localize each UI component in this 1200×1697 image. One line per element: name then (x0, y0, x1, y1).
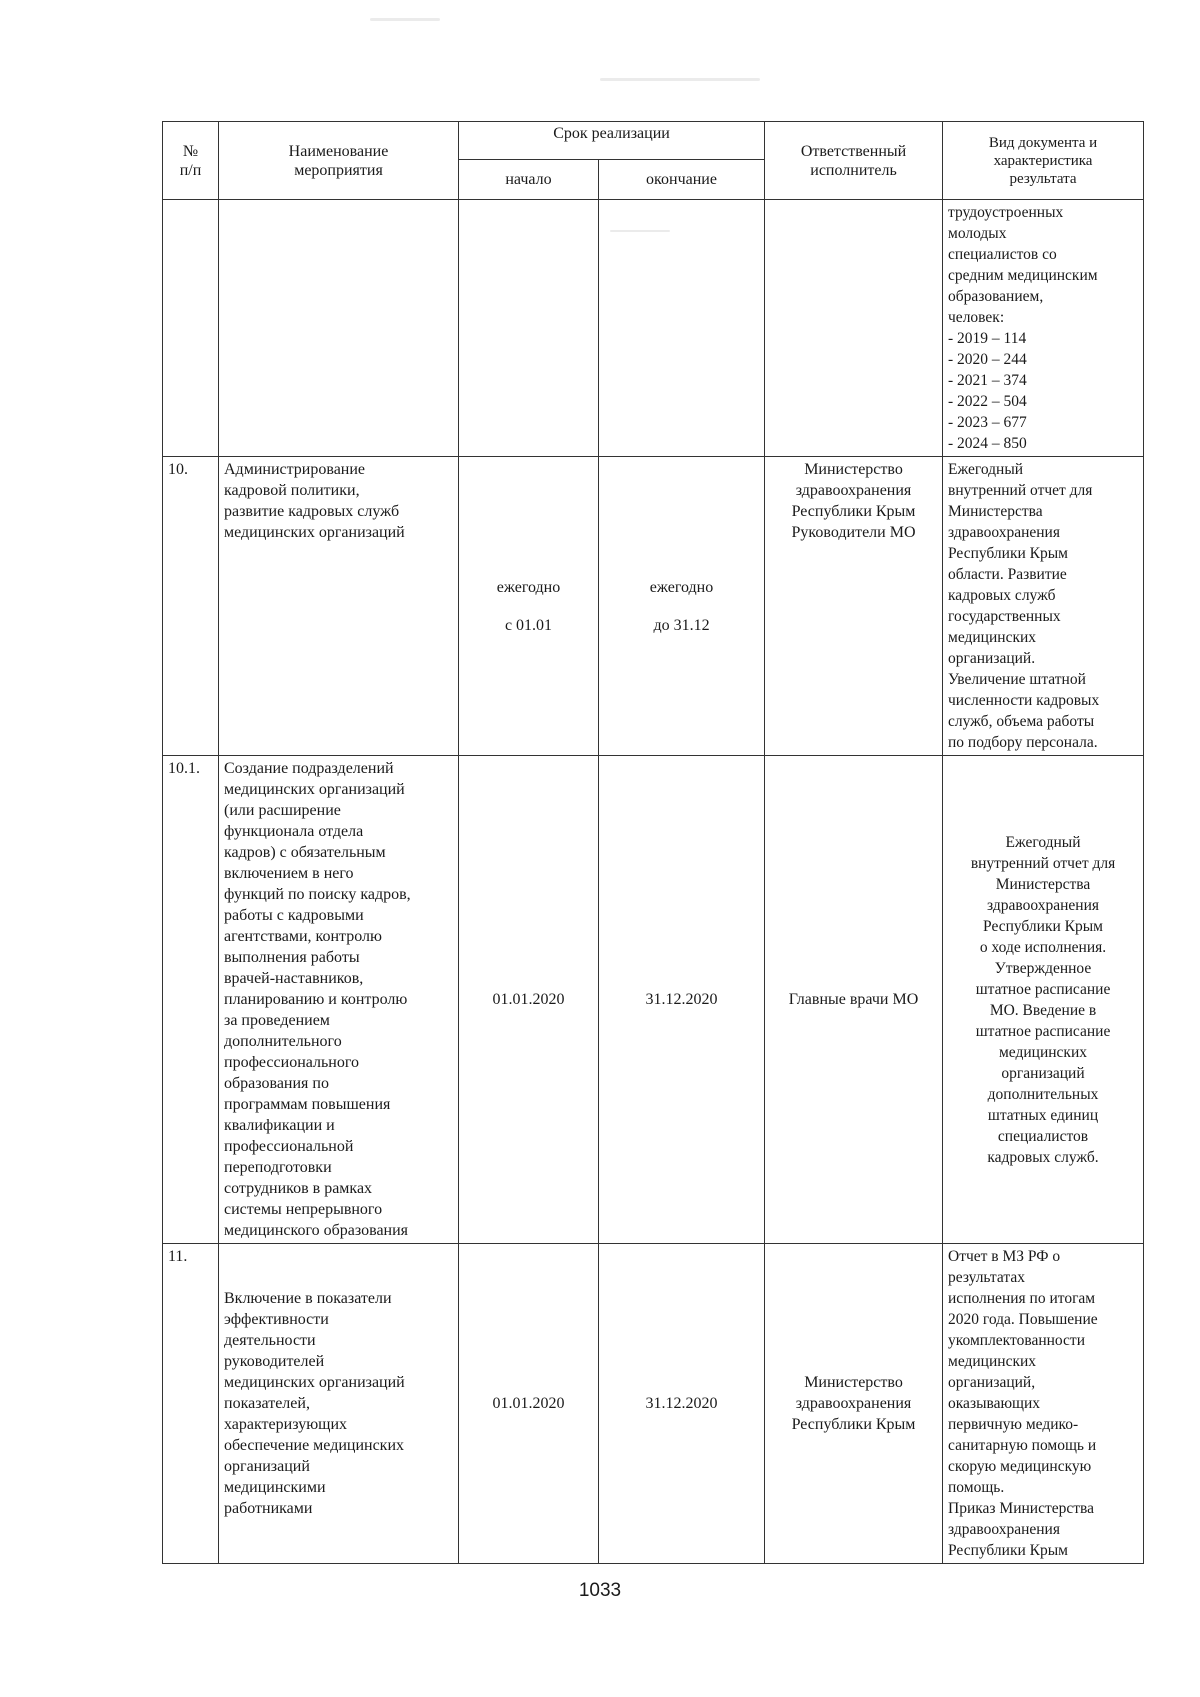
row-responsible: Министерство здравоохранения Республики Крым (765, 1244, 943, 1564)
header-result: Вид документа и характеристика результата (943, 122, 1144, 200)
row-end: 31.12.2020 (599, 756, 765, 1244)
row-num: 11. (163, 1244, 219, 1564)
header-start: начало (459, 160, 599, 200)
row-num (163, 200, 219, 457)
table-row (163, 1244, 1144, 1564)
row-num: 10.1. (163, 756, 219, 1244)
header-name: Наименование мероприятия (219, 122, 459, 200)
row-name: Включение в показатели эффективности деятельности руководителей медицинских организаций показателей, характеризующих обеспечение медицинских организаций медицинскими работниками (219, 1244, 459, 1564)
row-num: 10. (163, 457, 219, 756)
row-responsible: Главные врачи МО (765, 756, 943, 1244)
header-row (163, 122, 1144, 160)
row-responsible: Министерство здравоохранения Республики Крым Руководители МО (765, 457, 943, 756)
table-row (163, 457, 1144, 756)
scan-artifact (370, 18, 440, 21)
header-responsible: Ответственный исполнитель (765, 122, 943, 200)
header-end: окончание (599, 160, 765, 200)
page-number: 1033 (578, 1580, 622, 1601)
row-name: Администрирование кадровой политики, развитие кадровых служб медицинских организаций (219, 457, 459, 756)
row-result: Ежегодный внутренний отчет для Министерства здравоохранения Республики Крым области. Развитие кадровых служб государственных медицинских организаций. Увеличение штатной численности кадровых служб, объема работы по подбору персонала. (943, 457, 1144, 756)
header-num: № п/п (163, 122, 219, 200)
row-result: трудоустроенных молодых специалистов со средним медицинским образованием, человек: - 2019 – 114 - 2020 – 244 - 2021 – 374 - 2022 – 504 - 2023 – 677 - 2024 – 850 (943, 200, 1144, 457)
row-start: ежегодно с 01.01 (459, 457, 599, 756)
table-row (163, 756, 1144, 1244)
row-responsible (765, 200, 943, 457)
header-period: Срок реализации (459, 122, 765, 160)
row-end (599, 200, 765, 457)
row-end: ежегодно до 31.12 (599, 457, 765, 756)
row-start (459, 200, 599, 457)
row-name: Создание подразделений медицинских организаций (или расширение функционала отдела кадров) с обязательным включением в него функций по поиску кадров, работы с кадровыми агентствами, контролю выполнения работы врачей-наставников, планированию и контролю за проведением дополнительного профессионального образования по программам повышения квалификации и профессиональной переподготовки сотрудников в рамках системы непрерывного медицинского образования (219, 756, 459, 1244)
row-name (219, 200, 459, 457)
row-end: 31.12.2020 (599, 1244, 765, 1564)
activities-table (162, 121, 1144, 1564)
table-row (163, 200, 1144, 457)
row-start: 01.01.2020 (459, 756, 599, 1244)
scan-artifact (600, 78, 760, 81)
row-start: 01.01.2020 (459, 1244, 599, 1564)
row-result: Ежегодный внутренний отчет для Министерства здравоохранения Республики Крым о ходе исполнения. Утвержденное штатное расписание МО. Введение в штатное расписание медицинских организаций дополнительных штатных единиц специалистов кадровых служб. (943, 756, 1144, 1244)
row-result: Отчет в МЗ РФ о результатах исполнения по итогам 2020 года. Повышение укомплектованности медицинских организаций, оказывающих первичную медико- санитарную помощь и скорую медицинскую помощь. Приказ Министерства здравоохранения Республики Крым (943, 1244, 1144, 1564)
